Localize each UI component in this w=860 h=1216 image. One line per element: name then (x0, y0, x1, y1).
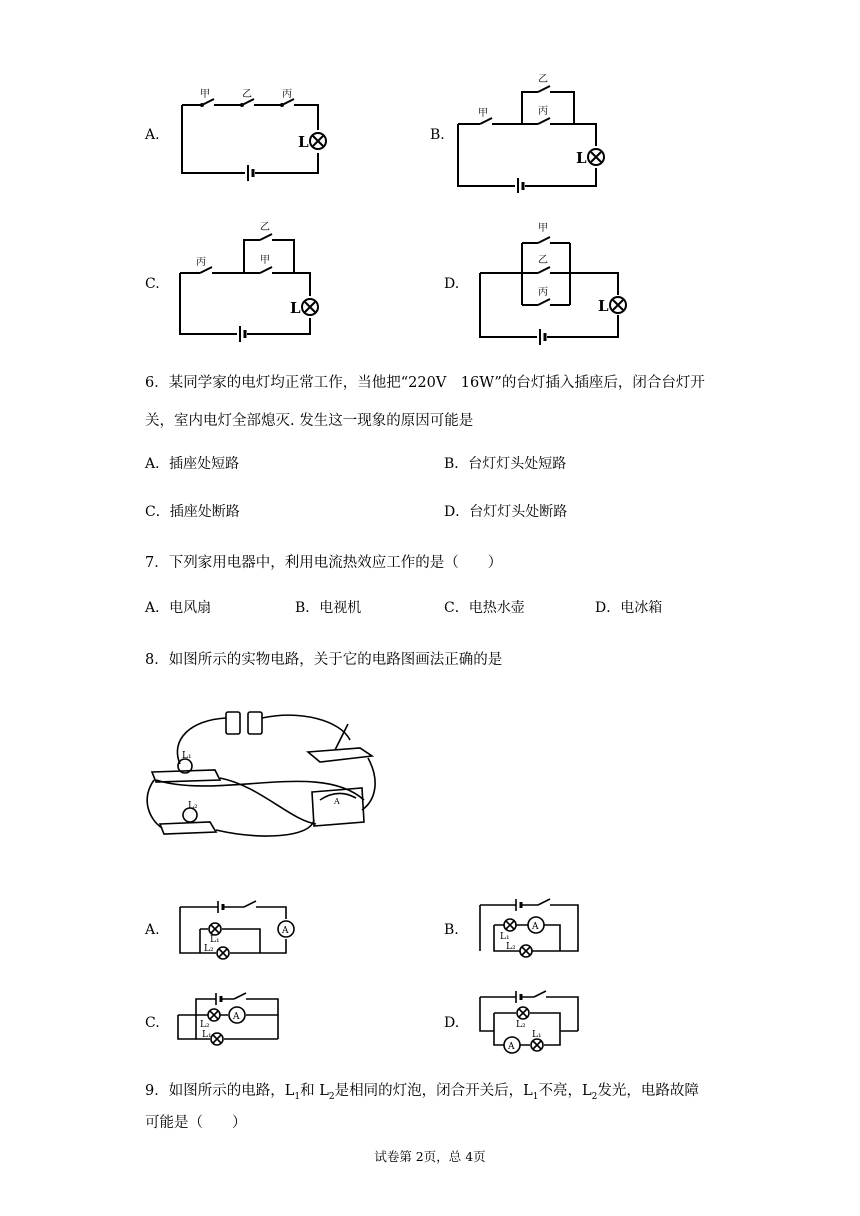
option-a: A．插座处短路 (145, 456, 240, 472)
ammeter-label: A (334, 797, 340, 806)
option-label: C. (145, 1015, 160, 1031)
option-a: A．电风扇 (145, 600, 212, 616)
switch-label: 丙 (196, 257, 206, 268)
switch-label: 丙 (282, 89, 292, 100)
lamp-label: L₂ (188, 801, 198, 811)
option-d: D．电冰箱 (595, 600, 663, 616)
ammeter-label: A (233, 1012, 240, 1022)
option-label: A. (145, 922, 160, 938)
switch-label: 乙 (260, 222, 270, 233)
option-c: C．电热水壶 (444, 600, 525, 616)
question-text: 7．下列家用电器中，利用电流热效应工作的是（ ） (145, 555, 503, 571)
lamp-label: L₂ (204, 944, 214, 954)
question-text: 9．如图所示的电路，$L_1$和 $L_2$是相同的灯泡，闭合开关后，$L_1$不亮，$L_2$发光，电路故障 (145, 1083, 699, 1102)
switch-label: 丙 (538, 106, 548, 117)
option-b: B．电视机 (295, 600, 362, 616)
circuit-diagram (470, 893, 590, 965)
lamp-label: L (576, 149, 587, 167)
lamp-label: L (298, 133, 309, 151)
physical-circuit-photo (140, 700, 390, 850)
circuit-diagram (170, 987, 290, 1059)
circuit-diagram (172, 218, 342, 343)
lamp-label: L₁ (500, 932, 510, 942)
lamp-label: L₁ (532, 1030, 542, 1040)
circuit-diagram (470, 985, 590, 1061)
question-text: 可能是（ ） (145, 1115, 247, 1131)
circuit-diagram (170, 85, 340, 185)
lamp-label: L₂ (516, 1020, 526, 1030)
question-text: 8．如图所示的实物电路，关于它的电路图画法正确的是 (145, 652, 503, 668)
question-text: 6．某同学家的电灯均正常工作，当他把“220V 16W”的台灯插入插座后，闭合台灯开 (145, 375, 705, 391)
question-text: 关，室内电灯全部熄灭. 发生这一现象的原因可能是 (145, 413, 474, 429)
switch-label: 乙 (538, 255, 548, 266)
ammeter-label: A (282, 926, 289, 936)
lamp-label: L₁ (182, 751, 192, 761)
option-label: B. (430, 127, 445, 143)
lamp-label: L₁ (210, 935, 220, 945)
option-label: A. (145, 127, 160, 143)
switch-label: 甲 (478, 108, 488, 119)
switch-label: 甲 (538, 223, 548, 234)
option-b: B．台灯灯头处短路 (444, 456, 567, 472)
lamp-label: L (290, 299, 301, 317)
lamp-label: L₁ (202, 1030, 212, 1040)
lamp-label: L₂ (200, 1020, 210, 1030)
switch-label: 乙 (242, 89, 252, 100)
ammeter-label: A (508, 1042, 515, 1052)
switch-label: 丙 (538, 287, 548, 298)
option-label: D. (444, 276, 460, 292)
page-footer: 试卷第 2页，总 4页 (374, 1149, 486, 1164)
circuit-diagram (450, 68, 620, 193)
option-c: C．插座处断路 (145, 504, 240, 520)
option-d: D．台灯灯头处断路 (444, 504, 568, 520)
lamp-label: L (598, 297, 609, 315)
circuit-diagram (170, 895, 300, 965)
option-label: C. (145, 276, 160, 292)
circuit-diagram (472, 215, 637, 350)
lamp-label: L₂ (506, 942, 516, 952)
option-label: D. (444, 1015, 460, 1031)
switch-label: 甲 (200, 89, 210, 100)
switch-label: 乙 (538, 74, 548, 85)
ammeter-label: A (532, 922, 539, 932)
option-label: B. (444, 922, 459, 938)
switch-label: 甲 (260, 255, 270, 266)
